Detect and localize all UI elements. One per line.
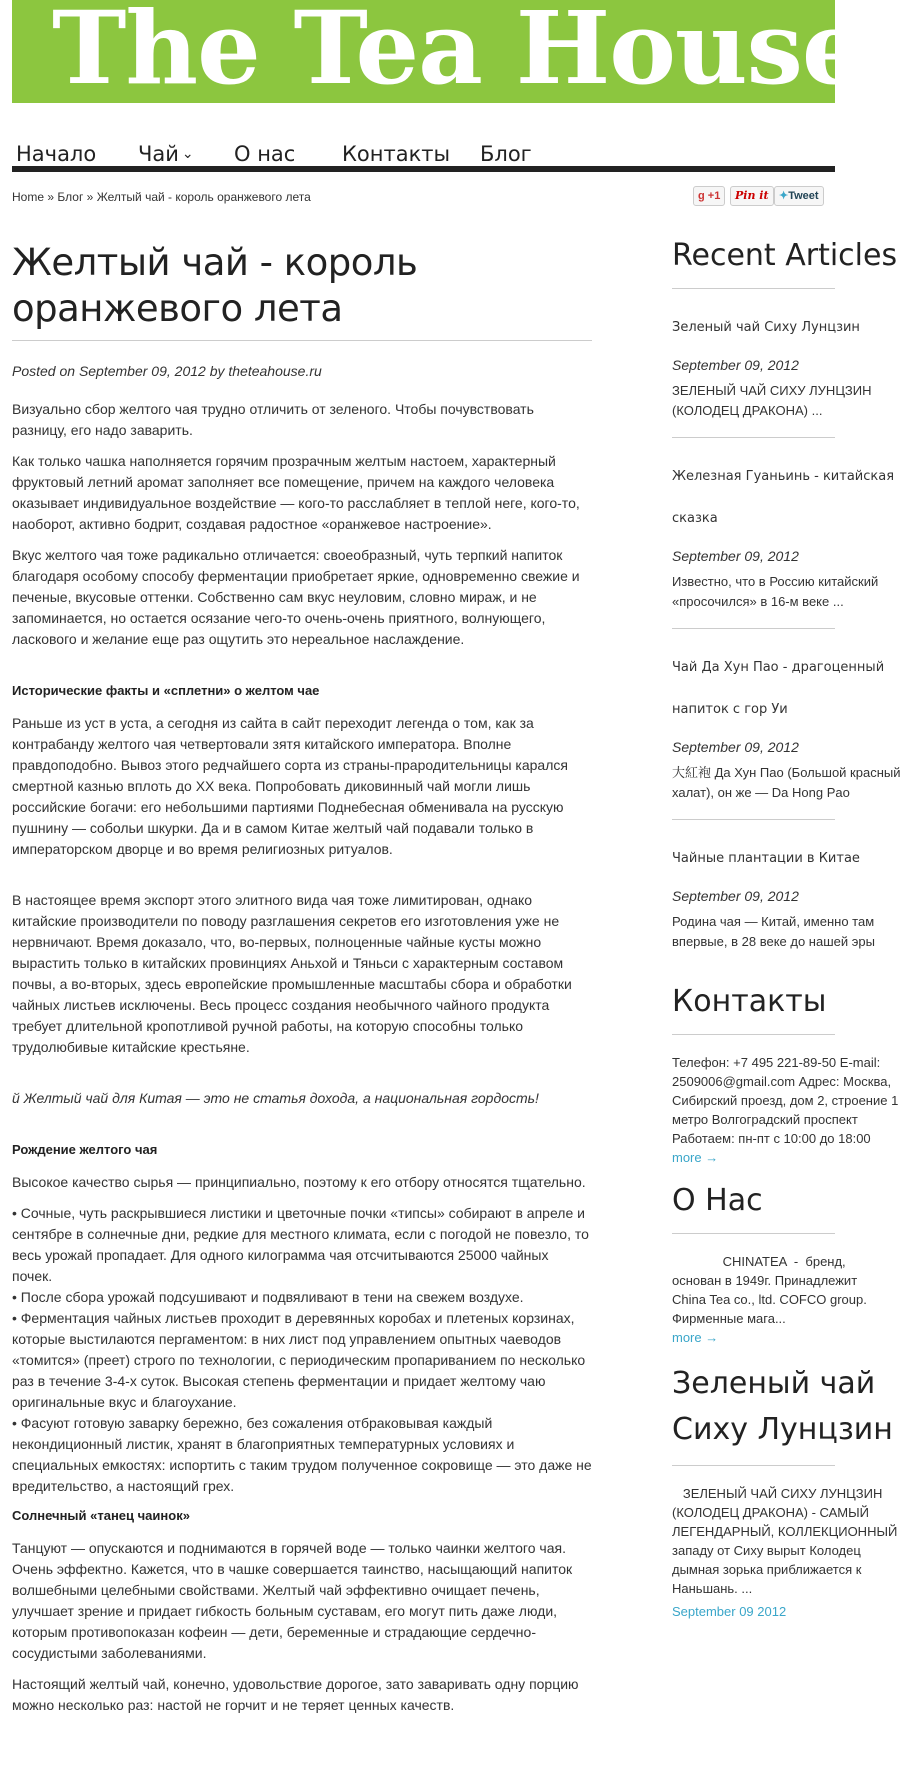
recent-article [672,307,872,438]
nav-item-blog[interactable]: Блог [480,142,532,166]
text-line: метро Волгоградский проспект [672,1112,858,1127]
recent-article-date: September 09, 2012 [672,739,799,755]
recent-article-date: September 09, 2012 [672,888,799,904]
recent-article-excerpt [672,572,879,612]
text-line: Фирменные мага... [672,1311,786,1326]
post-content [12,399,592,1716]
excerpt-line: впервые, в 28 веке до нашей эры [672,934,875,949]
contacts-text [672,1053,899,1167]
text-line: западу от Сиху вырыт Колодец [672,1543,861,1558]
text-line: 2509006@gmail.com Адрес: Москва, [672,1074,892,1089]
nav-item-about[interactable]: О нас [234,142,296,166]
section-heading: Исторические факты и «сплетни» о желтом чае [12,683,320,698]
list-item: • Ферментация чайных листьев проходит в деревянных коробах и плетеных корзинах, которые выстилаются пергаментом: в них лист под управлением опытных чаеводов «томится» (преет) строго по технологии, с периодическим пропариванием по несколько раз в течение 3-4-х суток. Высокая степень ферментации и придает желтому чаю оригинальные вкус и благоухание. [12,1310,586,1410]
excerpt-line: Родина чая — Китай, именно там [672,914,875,929]
paragraph: Танцуют — опускаются и поднимаются в горячей воде — только чаинки желтого чая. Очень эффектно. Кажется, что в чашке совершается таинство, насыщающий напиток волшебными целебными свойствами. Желтый чай эффективно очищает печень, улучшает зрение и придает гибкость больным суставам, его могут пить даже люди, которым противопоказан кофеин — дети, беременные и страдающие сердечно-сосудистыми заболеваниями. [12,1540,573,1661]
breadcrumb-sep: » [86,190,94,204]
paragraph: Раньше из уст в уста, а сегодня из сайта в сайт переходит легенда о том, как за контрабанду желтого чая четвертовали зятя китайского императора. Вполне правдоподобно. Вывоз этого редчайшего сорта из страны-прародительницы карался смертной казнью вплоть до XX века. Попробовать диковинный чай могли лишь российские богачи: его небольшими партиями Поднебесная обменивала на русскую пушнину — собольи шкурки. Да и в самом Китае желтый чай подавали только в императорском дворце и во время религиозных ритуалов. [12,715,568,857]
spacer [12,1068,592,1088]
recent-article-link[interactable]: Зеленый чай Сиху Лунцзин [672,320,860,335]
excerpt-line: ЗЕЛЕНЫЙ ЧАЙ СИХУ ЛУНЦЗИН [672,383,872,398]
featured-text [672,1484,898,1621]
recent-article [672,456,895,629]
text-line: Работаем: пн-пт с 10:00 до 18:00 [672,1131,871,1146]
breadcrumb-current: Желтый чай - король оранжевого лета [96,190,311,204]
recent-article [672,647,900,820]
recent-article-excerpt [672,381,872,421]
sidebar [672,236,900,1621]
post-meta: Posted on September 09, 2012 by theteahouse.ru [12,363,322,379]
divider [672,288,835,289]
paragraph: Визуально сбор желтого чая трудно отличить от зеленого. Чтобы почувствовать разницу, его надо заварить. [12,401,534,438]
paragraph: В настоящее время экспорт этого элитного вида чая тоже лимитирован, однако китайские производители по поводу разглашения секретов его изготовления уже не нервничают. Время доказало, что, во-первых, полноценные чайные кусты можно вырастить только в китайских провинциях Аньхой и Тяньси с характерным составом почвы, а во-вторых, здесь европейские промышленные масштабы сбора и обработки чайных листьев исключены. Весь процесс создания необычного чайного продукта требует длительной кропотливой ручной работы, на которую способны только трудолюбивые китайские крестьяне. [12,892,572,1055]
link-line: Чай Да Хун Пао - драгоценный [672,660,885,675]
text-line: Сибирский проезд, дом 2, строение 1 [672,1093,899,1108]
text-line: ЗЕЛЕНЫЙ ЧАЙ СИХУ ЛУНЦЗИН [672,1486,883,1501]
title-line: Зеленый чай [672,1366,876,1401]
spacer [12,1119,592,1139]
gplus-button[interactable] [693,186,725,206]
contacts-title: Контакты [672,984,827,1019]
text-line: Телефон: +7 495 221-89-50 E-mail: [672,1055,881,1070]
site-title[interactable]: The Tea House [52,0,865,107]
chevron-down-icon: ⌄ [181,146,194,162]
title-line: Сиху Лунцзин [672,1412,893,1447]
divider [672,1233,835,1234]
breadcrumb [12,190,311,204]
recent-article-link[interactable] [672,647,885,731]
gplus-icon: g [698,190,705,202]
about-more-link[interactable]: more → [672,1330,719,1345]
featured-title[interactable] [672,1361,893,1453]
recent-article-date: September 09, 2012 [672,357,799,373]
spacer [12,870,592,890]
divider [672,628,835,629]
excerpt-line: 大紅袍 Да Хун Пао (Большой красный [672,765,900,780]
recent-article-date: September 09, 2012 [672,548,799,564]
paragraph: Настоящий желтый чай, конечно, удовольствие дорогое, зато заваривать одну порцию можно несколько раз: настой не горчит и не теряет ценных качеств. [12,1676,579,1713]
nav-item-tea-label: Чай [138,142,179,166]
link-line: Железная Гуаньинь - китайская [672,469,895,484]
post-title: Желтый чай - король оранжевого лета [12,240,592,341]
tweet-label: Tweet [788,190,819,202]
section-heading: Рождение желтого чая [12,1142,158,1157]
list-item: • Сочные, чуть раскрывшиеся листики и цветочные почки «типсы» собирают в апреле и сентябре в солнечные дни, редкие для местного климата, если с погодой не повезло, то весь урожай пропадает. Для одного килограмма чая отсчитываются 25000 чайных почек. [12,1205,589,1284]
paragraph: Вкус желтого чая тоже радикально отличается: своеобразный, чуть терпкий напиток благодаря особому способу ферментации приобретает яркие, одновременно свежие и печеные, вкусовые оттенки. Собственно сам вкус неуловим, словно мираж, и не запоминается, но остается осязание чего-то очень-очень приятного, волнующего, ласкового и желание еще раз ощутить это нереальное наслаждение. [12,547,580,647]
recent-article-excerpt [672,912,875,952]
section-heading: Солнечный «танец чаинок» [12,1508,190,1523]
recent-article [672,838,875,952]
about-text [672,1252,867,1347]
text-line: CHINATEA - бренд, [672,1254,846,1269]
nav-item-tea[interactable] [138,142,194,166]
recent-article-excerpt [672,763,900,803]
tweet-button[interactable] [774,186,824,206]
excerpt-line: Известно, что в Россию китайский [672,574,879,589]
breadcrumb-blog[interactable]: Блог [57,190,84,204]
recent-articles-title: Recent Articles [672,238,898,273]
excerpt-line: «просочился» в 16-м веке ... [672,594,844,609]
quote: й Желтый чай для Китая — это не статья дохода, а национальная гордость! [12,1090,539,1106]
link-line: напиток с гор Уи [672,702,788,717]
recent-article-link[interactable]: Чайные плантации в Китае [672,851,860,866]
paragraph: Как только чашка наполняется горячим прозрачным желтым настоем, характерный фруктовый летний аромат заполняет все помещение, причем на каждого человека оказывает индивидуальное воздействие — кого-то расслабляет в теплой неге, кого-то, наоборот, активно бодрит, создавая радостное «оранжевое настроение». [12,453,580,532]
excerpt-line: (КОЛОДЕЦ ДРАКОНА) ... [672,403,823,418]
main-nav [12,138,835,172]
text-line: (КОЛОДЕЦ ДРАКОНА) - САМЫЙ [672,1505,869,1520]
recent-article-link[interactable] [672,456,895,540]
about-title: О Нас [672,1183,763,1218]
nav-item-home[interactable]: Начало [16,142,97,166]
text-line: ЛЕГЕНДАРНЫЙ, КОЛЛЕКЦИОННЫЙ [672,1524,898,1539]
twitter-icon: ✦ [779,190,789,202]
divider [672,1034,835,1035]
text-line: Наньшань. ... [672,1581,753,1596]
divider [672,819,835,820]
nav-item-contacts[interactable]: Контакты [342,142,451,166]
list-item: • После сбора урожай подсушивают и подвяливают в тени на свежем воздухе. [12,1289,524,1305]
breadcrumb-home[interactable]: Home [12,190,45,204]
pinit-button[interactable]: Pin it [730,186,774,206]
site-banner[interactable] [12,0,865,107]
text-line: China Tea co., ltd. COFCO group. [672,1292,867,1307]
list-item: • Фасуют готовую заварку бережно, без сожаления отбраковывая каждый некондиционный листик, хранят в благоприятных температурных условиях и специальных емкостях: испортить с таким трудом полученное сокровище — это даже не вредительство, а настоящий грех. [12,1415,592,1494]
spacer [12,660,592,680]
contacts-more-link[interactable]: more → [672,1150,719,1165]
excerpt-line: халат), он же — Da Hong Pao [672,785,850,800]
featured-date: September 09 2012 [672,1604,787,1619]
text-line: дымная зорька приближается к [672,1562,862,1577]
paragraph: Высокое качество сырья — принципиально, поэтому к его отбору относятся тщательно. [12,1174,586,1190]
breadcrumb-sep: » [47,190,55,204]
divider [672,1465,835,1466]
gplus-label: +1 [707,190,721,202]
divider [672,437,835,438]
link-line: сказка [672,511,718,526]
text-line: основан в 1949г. Принадлежит [672,1273,858,1288]
post-article [12,240,592,1726]
bullet-list [12,1203,592,1497]
